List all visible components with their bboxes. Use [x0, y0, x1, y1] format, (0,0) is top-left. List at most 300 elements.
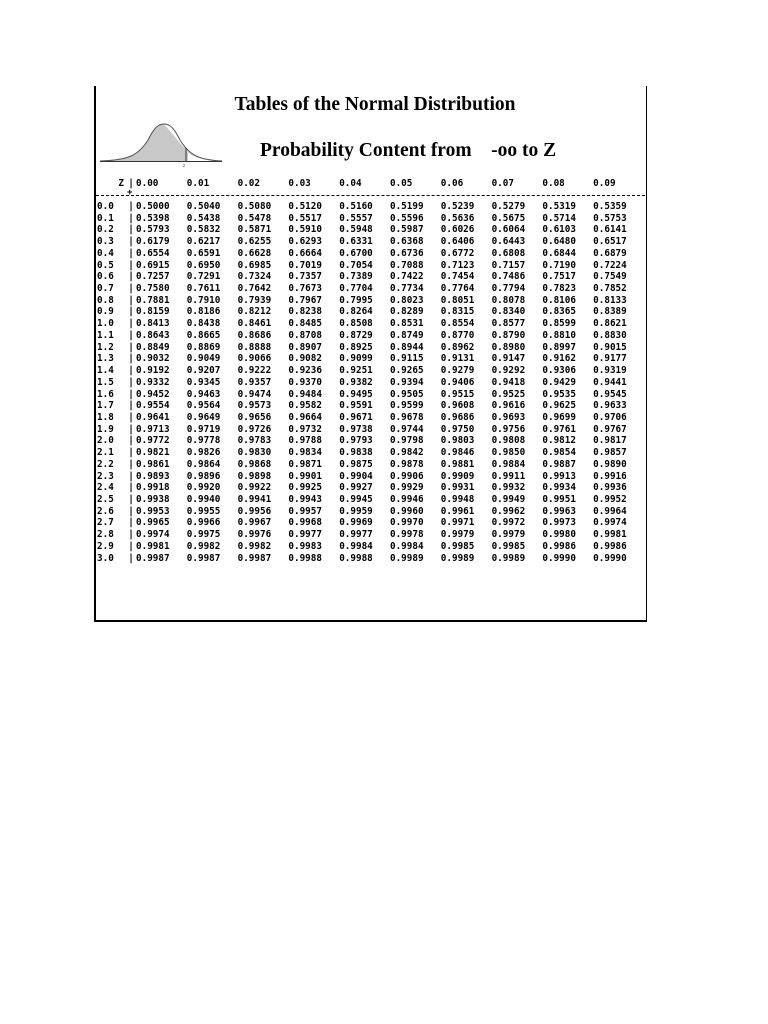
z-value: 1.3 [97, 353, 114, 365]
table-cell: 0.5557 [339, 212, 373, 224]
table-cell: 0.9896 [186, 470, 221, 482]
table-cell: 0.9973 [542, 517, 576, 529]
table-cell: 0.9162 [542, 353, 576, 365]
table-row [96, 482, 645, 494]
row-separator: | [128, 247, 134, 259]
table-cell: 0.9981 [136, 540, 170, 552]
table-cell: 0.5199 [389, 201, 424, 212]
column-header: 0.03 [288, 178, 311, 189]
table-cell: 0.9778 [186, 435, 221, 447]
table-cell: 0.9279 [440, 365, 475, 377]
table-cell: 0.8023 [389, 294, 424, 306]
table-cell: 0.5832 [186, 224, 221, 236]
row-separator: | [128, 283, 134, 295]
table-cell: 0.7910 [186, 294, 221, 306]
column-header: 0.01 [186, 178, 210, 189]
table-cell: 0.6406 [440, 236, 475, 248]
table-cell: 0.9974 [593, 517, 627, 529]
table-row [96, 236, 645, 248]
table-cell: 0.6772 [440, 247, 475, 259]
table-cell: 0.9719 [186, 423, 221, 435]
table-cell: 0.8729 [339, 329, 373, 341]
table-cell: 0.8621 [593, 318, 627, 330]
z-value: 1.2 [97, 341, 114, 353]
table-cell: 0.8577 [491, 318, 526, 330]
table-cell: 0.9649 [186, 411, 221, 423]
table-cell: 0.9850 [491, 447, 526, 459]
row-separator: | [128, 376, 134, 388]
column-header: 0.00 [136, 178, 159, 189]
table-cell: 0.9911 [491, 470, 526, 482]
table-cell: 0.9871 [288, 458, 322, 470]
table-cell: 0.9582 [288, 400, 322, 412]
table-cell: 0.9868 [237, 458, 272, 470]
table-cell: 0.9927 [339, 482, 373, 494]
table-cell: 0.5871 [237, 224, 272, 236]
row-separator: | [128, 271, 134, 283]
table-cell: 0.9357 [237, 376, 272, 388]
z-value: 1.4 [97, 365, 114, 377]
table-cell: 0.9131 [440, 353, 475, 365]
z-value: 3.0 [97, 552, 114, 564]
table-cell: 0.9838 [339, 447, 373, 459]
z-value: 0.6 [97, 271, 114, 283]
table-cell: 0.9864 [186, 458, 221, 470]
row-separator: | [128, 493, 134, 505]
table-cell: 0.9750 [440, 423, 475, 435]
table-cell: 0.9971 [440, 517, 475, 529]
row-separator: | [128, 435, 134, 447]
table-cell: 0.9961 [440, 505, 475, 517]
table-cell: 0.9988 [339, 552, 373, 564]
table-row [96, 517, 645, 529]
table-cell: 0.9925 [288, 482, 322, 494]
table-cell: 0.9987 [136, 552, 170, 564]
table-cell: 0.8438 [186, 318, 221, 330]
table-cell: 0.9989 [440, 552, 475, 564]
table-cell: 0.9345 [186, 376, 221, 388]
table-cell: 0.9608 [440, 400, 475, 412]
table-cell: 0.8749 [389, 329, 424, 341]
page-title: Tables of the Normal Distribution [234, 94, 516, 115]
table-cell: 0.8289 [389, 306, 424, 318]
table-cell: 0.9265 [389, 365, 424, 377]
table-cell: 0.5675 [491, 212, 526, 224]
table-cell: 0.9960 [389, 505, 424, 517]
table-cell: 0.8980 [491, 341, 526, 353]
table-row [96, 435, 645, 447]
table-cell: 0.6331 [339, 236, 373, 248]
z-value: 1.7 [97, 400, 114, 412]
table-cell: 0.9875 [339, 458, 373, 470]
table-cell: 0.6217 [186, 236, 221, 248]
table-cell: 0.5910 [288, 224, 322, 236]
table-cell: 0.9525 [491, 388, 526, 400]
table-cell: 0.6179 [136, 236, 170, 248]
table-cell: 0.9515 [440, 388, 475, 400]
table-cell: 0.7611 [186, 283, 221, 295]
table-cell: 0.9441 [593, 376, 627, 388]
table-cell: 0.7734 [389, 283, 424, 295]
table-cell: 0.9967 [237, 517, 272, 529]
z-value: 1.6 [97, 388, 114, 400]
table-cell: 0.9370 [288, 376, 322, 388]
table-cell: 0.8133 [593, 294, 627, 306]
table-cell: 0.9956 [237, 505, 272, 517]
table-cell: 0.9671 [339, 411, 373, 423]
table-cell: 0.9964 [593, 505, 627, 517]
table-cell: 0.7852 [593, 283, 627, 295]
row-separator: | [128, 201, 134, 212]
table-cell: 0.9986 [593, 540, 627, 552]
table-cell: 0.9948 [440, 493, 475, 505]
table-cell: 0.7580 [136, 283, 170, 295]
table-cell: 0.9984 [339, 540, 373, 552]
table-cell: 0.7454 [440, 271, 475, 283]
table-cell: 0.5160 [339, 201, 373, 212]
table-cell: 0.9726 [237, 423, 272, 435]
table-cell: 0.9738 [339, 423, 373, 435]
column-header: 0.09 [593, 178, 616, 189]
z-value: 0.4 [97, 247, 114, 259]
table-cell: 0.8962 [440, 341, 475, 353]
table-cell: 0.9990 [542, 552, 576, 564]
table-cell: 0.9066 [237, 353, 272, 365]
table-cell: 0.8708 [288, 329, 322, 341]
table-cell: 0.9946 [389, 493, 424, 505]
table-cell: 0.9938 [136, 493, 170, 505]
table-cell: 0.9251 [339, 365, 373, 377]
table-cell: 0.9952 [593, 493, 627, 505]
table-cell: 0.9940 [186, 493, 221, 505]
table-cell: 0.9744 [389, 423, 424, 435]
table-cell: 0.9983 [288, 540, 322, 552]
table-cell: 0.8106 [542, 294, 576, 306]
table-cell: 0.9830 [237, 447, 272, 459]
z-value: 2.8 [97, 529, 114, 541]
table-cell: 0.9982 [237, 540, 272, 552]
table-cell: 0.8686 [237, 329, 272, 341]
table-cell: 0.9573 [237, 400, 272, 412]
column-header: 0.07 [491, 178, 514, 189]
table-row [96, 330, 645, 342]
table-cell: 0.9406 [440, 376, 475, 388]
table-cell: 0.9713 [136, 423, 170, 435]
column-header: 0.02 [237, 178, 260, 189]
table-cell: 0.5987 [389, 224, 424, 236]
table-cell: 0.8340 [491, 306, 526, 318]
table-cell: 0.9969 [339, 517, 373, 529]
table-cell: 0.9761 [542, 423, 576, 435]
table-row [96, 412, 645, 424]
table-cell: 0.8869 [186, 341, 221, 353]
column-separator: | [128, 178, 134, 189]
table-cell: 0.9955 [186, 505, 221, 517]
table-row [96, 553, 645, 565]
table-cell: 0.9982 [186, 540, 221, 552]
table-cell: 0.9968 [288, 517, 322, 529]
table-cell: 0.8051 [440, 294, 475, 306]
table-row [96, 201, 645, 213]
z-value: 2.9 [97, 540, 114, 552]
table-cell: 0.6879 [593, 247, 627, 259]
table-cell: 0.5438 [186, 212, 221, 224]
table-cell: 0.5000 [136, 201, 170, 212]
table-cell: 0.8461 [237, 318, 272, 330]
row-separator: | [128, 259, 134, 271]
table-cell: 0.9957 [288, 505, 322, 517]
table-cell: 0.9941 [237, 493, 272, 505]
table-cell: 0.5517 [288, 212, 322, 224]
table-row [96, 342, 645, 354]
table-cell: 0.9756 [491, 423, 526, 435]
z-value: 1.0 [97, 318, 114, 330]
table-cell: 0.9881 [440, 458, 475, 470]
table-cell: 0.7939 [237, 294, 272, 306]
table-cell: 0.6103 [542, 224, 576, 236]
table-cell: 0.9306 [542, 365, 576, 377]
table-cell: 0.9884 [491, 458, 526, 470]
row-separator: | [128, 470, 134, 482]
table-cell: 0.5596 [389, 212, 424, 224]
table-cell: 0.9987 [237, 552, 272, 564]
table-row [96, 400, 645, 412]
table-cell: 0.9916 [593, 470, 627, 482]
row-separator: | [128, 517, 134, 529]
table-cell: 0.8665 [186, 329, 221, 341]
table-cell: 0.8238 [288, 306, 322, 318]
table-cell: 0.6293 [288, 236, 322, 248]
table-cell: 0.9913 [542, 470, 576, 482]
table-cell: 0.8078 [491, 294, 526, 306]
z-value: 2.0 [97, 435, 114, 447]
table-cell: 0.9904 [339, 470, 373, 482]
row-separator: | [128, 341, 134, 353]
z-value: 0.0 [97, 201, 114, 212]
table-cell: 0.7642 [237, 283, 272, 295]
table-cell: 0.8531 [389, 318, 424, 330]
column-header: 0.08 [542, 178, 565, 189]
table-row [96, 318, 645, 330]
table-cell: 0.9978 [389, 529, 424, 541]
table-cell: 0.9857 [593, 447, 627, 459]
table-cell: 0.9382 [339, 376, 373, 388]
row-separator: | [128, 540, 134, 552]
table-cell: 0.7764 [440, 283, 475, 295]
table-cell: 0.6443 [491, 236, 526, 248]
table-cell: 0.9535 [542, 388, 576, 400]
table-cell: 0.9970 [389, 517, 424, 529]
table-cell: 0.9934 [542, 482, 576, 494]
table-cell: 0.5120 [288, 201, 322, 212]
table-cell: 0.9147 [491, 353, 526, 365]
table-cell: 0.8508 [339, 318, 373, 330]
table-cell: 0.9963 [542, 505, 576, 517]
table-cell: 0.7673 [288, 283, 322, 295]
table-cell: 0.8944 [389, 341, 424, 353]
row-separator: | [128, 529, 134, 541]
table-cell: 0.9049 [186, 353, 221, 365]
table-row [96, 377, 645, 389]
z-value: 0.1 [97, 212, 114, 224]
row-separator: | [128, 329, 134, 341]
table-cell: 0.7257 [136, 271, 170, 283]
table-cell: 0.9177 [593, 353, 627, 365]
table-cell: 0.5398 [136, 212, 170, 224]
table-cell: 0.5714 [542, 212, 576, 224]
table-cell: 0.6664 [288, 247, 322, 259]
table-cell: 0.7190 [542, 259, 576, 271]
table-cell: 0.9633 [593, 400, 627, 412]
table-header-row [96, 176, 645, 192]
z-value: 0.7 [97, 283, 114, 295]
table-cell: 0.9943 [288, 493, 322, 505]
table-cell: 0.9846 [440, 447, 475, 459]
table-cell: 0.8413 [136, 318, 170, 330]
table-cell: 0.8186 [186, 306, 221, 318]
table-cell: 0.9986 [542, 540, 576, 552]
table-cell: 0.9975 [186, 529, 221, 541]
table-cell: 0.9032 [136, 353, 170, 365]
z-value: 0.9 [97, 306, 114, 318]
z-value: 2.2 [97, 458, 114, 470]
table-cell: 0.9951 [542, 493, 576, 505]
table-row [96, 447, 645, 459]
z-value: 2.6 [97, 505, 114, 517]
table-cell: 0.9793 [339, 435, 373, 447]
table-cell: 0.9817 [593, 435, 627, 447]
table-cell: 0.9192 [136, 365, 170, 377]
table-cell: 0.9901 [288, 470, 322, 482]
row-separator: | [128, 224, 134, 236]
table-cell: 0.9115 [389, 353, 424, 365]
table-cell: 0.9909 [440, 470, 475, 482]
table-cell: 0.9979 [440, 529, 475, 541]
table-cell: 0.9985 [440, 540, 475, 552]
table-cell: 0.9966 [186, 517, 221, 529]
table-cell: 0.9887 [542, 458, 576, 470]
table-row [96, 295, 645, 307]
table-cell: 0.5478 [237, 212, 272, 224]
table-row [96, 506, 645, 518]
table-cell: 0.9989 [389, 552, 424, 564]
table-cell: 0.9812 [542, 435, 576, 447]
row-separator: | [128, 505, 134, 517]
table-cell: 0.9922 [237, 482, 272, 494]
table-cell: 0.6368 [389, 236, 424, 248]
row-separator: | [128, 411, 134, 423]
table-cell: 0.9893 [136, 470, 170, 482]
table-cell: 0.6480 [542, 236, 576, 248]
table-cell: 0.5359 [593, 201, 627, 212]
column-header: 0.04 [339, 178, 362, 189]
table-cell: 0.9821 [136, 447, 170, 459]
table-cell: 0.9984 [389, 540, 424, 552]
table-cell: 0.9788 [288, 435, 322, 447]
table-cell: 0.9945 [339, 493, 373, 505]
table-cell: 0.8907 [288, 341, 322, 353]
table-cell: 0.6517 [593, 236, 627, 248]
normal-table-page [94, 86, 647, 622]
table-cell: 0.7357 [288, 271, 322, 283]
table-cell: 0.9977 [339, 529, 373, 541]
table-cell: 0.9495 [339, 388, 373, 400]
table-cell: 0.8315 [440, 306, 475, 318]
table-cell: 0.7967 [288, 294, 322, 306]
table-row [96, 260, 645, 272]
table-cell: 0.9980 [542, 529, 576, 541]
table-cell: 0.9484 [288, 388, 322, 400]
row-separator: | [128, 482, 134, 494]
table-cell: 0.9878 [389, 458, 424, 470]
table-cell: 0.9936 [593, 482, 627, 494]
table-cell: 0.9989 [491, 552, 526, 564]
table-cell: 0.9990 [593, 552, 627, 564]
table-cell: 0.9099 [339, 353, 373, 365]
table-cell: 0.9418 [491, 376, 526, 388]
table-cell: 0.6844 [542, 247, 576, 259]
row-separator: | [128, 400, 134, 412]
table-cell: 0.9931 [440, 482, 475, 494]
table-cell: 0.9332 [136, 376, 170, 388]
z-value: 1.8 [97, 411, 114, 423]
table-cell: 0.9929 [389, 482, 424, 494]
table-row [96, 471, 645, 483]
table-cell: 0.6808 [491, 247, 526, 259]
row-separator: | [128, 212, 134, 224]
table-cell: 0.7389 [339, 271, 373, 283]
table-cell: 0.7324 [237, 271, 272, 283]
table-cell: 0.8997 [542, 341, 576, 353]
table-cell: 0.6628 [237, 247, 272, 259]
table-cell: 0.6950 [186, 259, 221, 271]
table-cell: 0.9959 [339, 505, 373, 517]
table-row [96, 365, 645, 377]
table-cell: 0.7549 [593, 271, 627, 283]
z-value: 2.5 [97, 493, 114, 505]
row-separator: | [128, 353, 134, 365]
table-cell: 0.9979 [491, 529, 526, 541]
table-cell: 0.9962 [491, 505, 526, 517]
table-cell: 0.8264 [339, 306, 373, 318]
table-cell: 0.9693 [491, 411, 526, 423]
table-row [96, 541, 645, 553]
table-cell: 0.7123 [440, 259, 475, 271]
table-cell: 0.7088 [389, 259, 424, 271]
table-cell: 0.7881 [136, 294, 170, 306]
table-cell: 0.8643 [136, 329, 170, 341]
table-row [96, 271, 645, 283]
table-cell: 0.5279 [491, 201, 526, 212]
table-cell: 0.7157 [491, 259, 526, 271]
table-cell: 0.9861 [136, 458, 170, 470]
table-cell: 0.9842 [389, 447, 424, 459]
table-row [96, 224, 645, 236]
row-separator: | [128, 306, 134, 318]
table-cell: 0.8849 [136, 341, 170, 353]
table-cell: 0.9545 [593, 388, 627, 400]
table-cell: 0.9678 [389, 411, 424, 423]
z-value: 0.3 [97, 236, 114, 248]
table-cell: 0.9591 [339, 400, 373, 412]
table-cell: 0.9656 [237, 411, 272, 423]
table-cell: 0.9949 [491, 493, 526, 505]
table-cell: 0.9803 [440, 435, 475, 447]
table-cell: 0.9808 [491, 435, 526, 447]
table-cell: 0.5040 [186, 201, 221, 212]
header-rule: + [96, 192, 645, 200]
table-cell: 0.9767 [593, 423, 627, 435]
